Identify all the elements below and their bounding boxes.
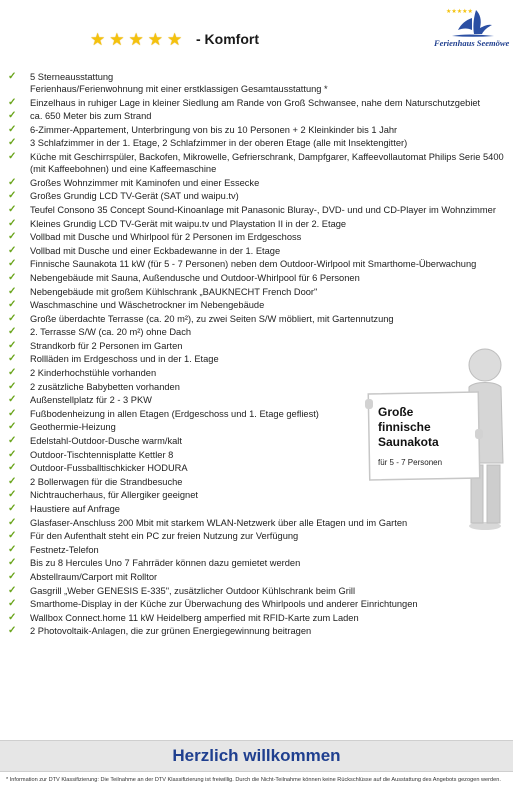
feature-text: Smarthome-Display in der Küche zur Überwachung des Whirlpools und anderer Einrichtungen [30,599,418,610]
checkmark-icon: ✓ [8,530,17,542]
checkmark-icon: ✓ [8,326,17,338]
checkmark-icon: ✓ [8,598,17,610]
checkmark-icon: ✓ [8,407,17,419]
checkmark-icon: ✓ [8,299,17,311]
feature-item [8,218,508,230]
star-icon: ★ [90,30,106,49]
welcome-heading: Herzlich willkommen [172,746,341,765]
checkmark-icon: ✓ [8,367,17,379]
checkmark-icon: ✓ [8,475,17,487]
feature-item [8,286,508,298]
feature-text: Großes Grundig LCD TV-Gerät (SAT und waipu.tv) [30,191,239,202]
svg-text:★★★★★: ★★★★★ [446,8,473,15]
feature-item [8,571,508,583]
feature-item [8,137,508,149]
star-icon: ★ [128,30,144,49]
feature-text: Edelstahl-Outdoor-Dusche warm/kalt [30,436,182,447]
feature-text: Einzelhaus in ruhiger Lage in kleiner Siedlung am Rande von Groß Schwansee, nahe dem Naturschutzgebiet [30,97,481,108]
checkmark-icon: ✓ [8,353,17,365]
feature-text: Vollbad mit Dusche und einer Eckbadewanne in der 1. Etage [30,245,281,256]
checkmark-icon: ✓ [8,110,17,122]
checkmark-icon: ✓ [8,421,17,433]
feature-text: 3 Schlafzimmer in der 1. Etage, 2 Schlafzimmer in der oberen Etage (alle mit Insektengitter) [30,138,408,149]
checkmark-icon: ✓ [8,176,17,188]
checkmark-icon: ✓ [8,543,17,555]
checkmark-icon: ✓ [8,570,17,582]
feature-text: Nebengebäude mit Sauna, Außendusche und Outdoor-Whirlpool für 6 Personen [30,272,360,283]
checkmark-icon: ✓ [8,339,17,351]
checkmark-icon: ✓ [8,271,17,283]
checkmark-icon: ✓ [8,123,17,135]
feature-text: Nichtraucherhaus, für Allergiker geeignet [30,490,198,501]
feature-text: Rollläden im Erdgeschoss und in der 1. Etage [30,354,219,365]
feature-item [8,258,508,270]
feature-text: 2 Bollerwagen für die Strandbesuche [30,476,183,487]
feature-text: Küche mit Geschirrspüler, Backofen, Mikrowelle, Gefrierschrank, Dampfgarer, Kaffeevollautomat Philips Serie 5400 (mit Kaffeebohnen) und eine Kaffeemaschine [30,152,507,175]
checkmark-icon: ✓ [8,584,17,596]
feature-text: 2. Terrasse S/W (ca. 20 m²) ohne Dach [30,327,192,338]
checkmark-icon: ✓ [8,557,17,569]
feature-text: Haustiere auf Anfrage [30,504,120,514]
header [0,0,513,62]
feature-item [8,110,508,122]
feature-text: ca. 650 Meter bis zum Strand [30,111,152,122]
checkmark-icon: ✓ [8,231,17,243]
feature-item [8,231,508,243]
feature-text: Wallbox Connect.home 11 kW Heidelberg amperfied mit RFID-Karte zum Laden [30,612,359,623]
feature-item [8,612,508,624]
logo-text: Ferienhaus Seemöwe [434,38,510,48]
checkmark-icon: ✓ [8,435,17,447]
feature-item [8,204,508,216]
feature-item [8,177,508,189]
feature-item [8,245,508,257]
feature-item [8,151,508,175]
feature-text: Abstellraum/Carport mit Rolltor [30,571,158,582]
star-rating [90,31,182,48]
checkmark-icon: ✓ [8,217,17,229]
feature-text: 6-Zimmer-Appartement, Unterbringung von bis zu 10 Personen + 2 Kleinkinder bis 1 Jahr [30,124,398,135]
checkmark-icon: ✓ [8,516,17,528]
feature-item [8,544,508,556]
feature-text: Vollbad mit Dusche und Whirlpool für 2 Personen im Erdgeschoss [30,232,302,243]
checkmark-icon: ✓ [8,96,17,108]
rating-label: - Komfort [196,31,259,47]
checkmark-icon: ✓ [8,625,17,637]
feature-text: Teufel Consono 35 Concept Sound-Kinoanlage mit Panasonic Bluray-, DVD- und und CD-Player im Wohnzimmer [30,204,496,215]
feature-item [8,299,508,311]
star-icon: ★ [147,30,163,49]
checkmark-icon: ✓ [8,71,17,82]
feature-text: 2 Kinderhochstühle vorhanden [30,368,157,379]
sign-title: Große finnische Saunakota [378,405,439,449]
checkmark-icon: ✓ [8,151,17,163]
feature-item [8,585,508,597]
feature-text: Kleines Grundig LCD TV-Gerät mit waipu.tv und Playstation II in der 2. Etage [30,218,347,229]
checkmark-icon: ✓ [8,190,17,202]
feature-item [8,71,508,95]
sign-subtitle: für 5 - 7 Personen [378,458,443,467]
feature-item [8,326,508,338]
seagull-logo-icon [436,4,510,56]
feature-text: Strandkorb für 2 Personen im Garten [30,340,183,351]
checkmark-icon: ✓ [8,258,17,270]
feature-item [8,190,508,202]
feature-item [8,97,508,109]
feature-text: Gasgrill „Weber GENESIS E-335", zusätzlicher Outdoor Kühlschrank beim Grill [30,585,356,596]
checkmark-icon: ✓ [8,394,17,406]
checkmark-icon: ✓ [8,611,17,623]
checkmark-icon: ✓ [8,312,17,324]
feature-text: Für den Aufenthalt steht ein PC zur freien Nutzung zur Verfügung [30,531,299,542]
checkmark-icon: ✓ [8,503,17,514]
checkmark-icon: ✓ [8,489,17,501]
feature-text: Große überdachte Terrasse (ca. 20 m²), zu zwei Seiten S/W möbliert, mit Gartennutzung [30,313,394,324]
feature-text: Outdoor-Fussballtischkicker HODURA [30,463,188,474]
feature-text: 2 Photovoltaik-Anlagen, die zur grünen Energiegewinnung beitragen [30,626,312,637]
feature-text: Outdoor-Tischtennisplatte Kettler 8 [30,449,174,460]
feature-text: Finnische Saunakota 11 kW (für 5 - 7 Personen) neben dem Outdoor-Wirlpool mit Smarthome-Überwachung [30,259,477,270]
feature-text: Bis zu 8 Hercules Uno 7 Fahrräder können dazu gemietet werden [30,558,301,569]
star-icon: ★ [167,30,183,49]
feature-item [8,625,508,637]
feature-text: Waschmaschine und Wäschetrockner im Nebengebäude [30,300,265,311]
checkmark-icon: ✓ [8,380,17,392]
checkmark-icon: ✓ [8,462,17,474]
feature-text: Geothermie-Heizung [30,422,116,433]
feature-item [8,557,508,569]
feature-text: 2 zusätzliche Babybetten vorhanden [30,381,180,392]
feature-text: Großes Wohnzimmer mit Kaminofen und einer Essecke [30,177,260,188]
feature-item [8,124,508,136]
feature-text: Nebengebäude mit großem Kühlschrank „BAUKNECHT French Door" [30,286,318,297]
checkmark-icon: ✓ [8,137,17,149]
feature-item [8,598,508,610]
feature-text: 5 Sterneausstattung Ferienhaus/Ferienwohnung mit einer erstklassigen Gesamtausstattung * [30,72,328,95]
footnote: * Information zur DTV Klassifizierung: Die Teilnahme an der DTV Klassifizierung ist freiwillig. Durch die Nicht-Teilnahme können keine Rückschlüsse auf die Ausstattung des Angebots gezogen werden. [6,777,501,783]
feature-item [8,313,508,325]
feature-text: Außenstellplatz für 2 - 3 PKW [30,395,152,406]
feature-text: Fußbodenheizung in allen Etagen (Erdgeschoss und 1. Etage gefliest) [30,408,319,419]
feature-text: Festnetz-Telefon [30,544,99,555]
star-icon: ★ [109,30,125,49]
checkmark-icon: ✓ [8,448,17,460]
checkmark-icon: ✓ [8,244,17,256]
feature-item [8,272,508,284]
checkmark-icon: ✓ [8,285,17,297]
feature-text: Glasfaser-Anschluss 200 Mbit mit starkem WLAN-Netzwerk über alle Etagen und im Garten [30,517,408,528]
checkmark-icon: ✓ [8,203,17,215]
